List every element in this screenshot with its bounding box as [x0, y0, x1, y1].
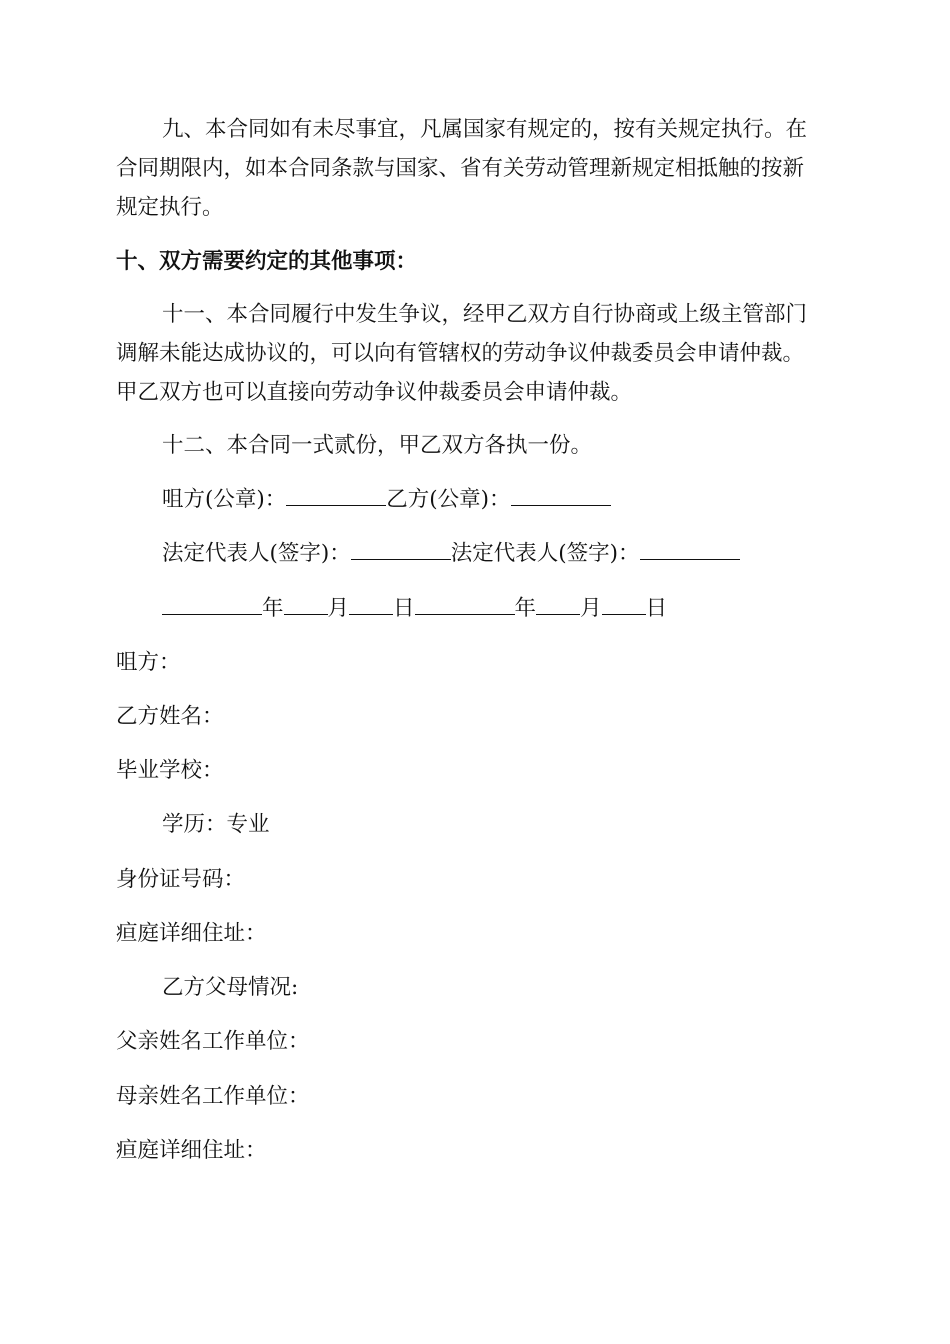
date-b-day-label: 日 [645, 596, 668, 621]
date-b-day-blank [602, 592, 646, 615]
clause-9-line-3 [116, 188, 836, 227]
date-a-month-blank [284, 592, 328, 615]
seal-line [162, 480, 836, 519]
legal-rep-b-label: 法定代表人(签字)： [450, 541, 640, 566]
clause-11-line-1 [162, 295, 836, 334]
legal-rep-line [162, 534, 836, 573]
section-10-heading [116, 242, 836, 281]
party-a-field [116, 643, 836, 682]
date-a-day-label: 日 [393, 596, 415, 621]
party-b-seal-blank [511, 483, 611, 506]
party-b-name-label: 乙方姓名： [116, 704, 224, 729]
party-b-name-field [116, 697, 836, 736]
parents-info-label: 乙方父母情况: [162, 975, 299, 1000]
clause-9-text-3: 规定执行。 [116, 195, 224, 220]
party-a-seal-blank [286, 483, 386, 506]
legal-rep-a-label: 法定代表人(签字)： [162, 541, 351, 566]
section-10-heading-text: 十、双方需要约定的其他事项： [116, 249, 418, 274]
party-b-seal-label: 乙方(公章)： [386, 487, 511, 512]
school-label: 毕业学校： [116, 758, 224, 783]
home-address-2-label: 疸庭详细住址： [116, 1138, 267, 1163]
date-a-day-blank [349, 592, 393, 615]
father-label: 父亲姓名工作单位： [116, 1029, 310, 1054]
clause-11-text-1: 十一、本合同履行中发生争议，经甲乙双方自行协商或上级主管部门 [162, 302, 808, 327]
school-field [116, 751, 836, 790]
date-b-year-blank [415, 592, 515, 615]
party-a-label: 咀方： [116, 650, 181, 675]
date-line [162, 589, 836, 628]
date-b-month-label: 月 [580, 596, 602, 621]
education-field [162, 805, 836, 844]
mother-field [116, 1077, 836, 1116]
id-number-field [116, 860, 836, 899]
date-b-year-label: 年 [514, 596, 537, 621]
clause-11-text-2: 调解未能达成协议的，可以向有管辖权的劳动争议仲裁委员会申请仲裁。 [116, 341, 805, 366]
date-a-month-label: 月 [327, 596, 350, 621]
home-address-2-field [116, 1131, 836, 1170]
legal-rep-a-blank [351, 537, 451, 560]
legal-rep-b-blank [640, 537, 740, 560]
father-field [116, 1022, 836, 1061]
date-a-year-label: 年 [262, 596, 284, 621]
party-a-seal-label: 咀方(公章)： [162, 487, 287, 512]
clause-9-line-1 [162, 110, 836, 149]
home-address-label: 疸庭详细住址： [116, 921, 267, 946]
parents-info-field [162, 968, 836, 1007]
clause-9-line-2 [116, 149, 836, 188]
education-label: 学历：专业 [162, 812, 270, 837]
clause-12 [162, 426, 836, 465]
clause-9-text-1: 九、本合同如有未尽事宜，凡属国家有规定的，按有关规定执行。在 [162, 117, 808, 142]
clause-12-text: 十二、本合同一式贰份，甲乙双方各执一份。 [162, 433, 593, 458]
id-number-label: 身份证号码： [116, 867, 246, 892]
clause-9-text-2: 合同期限内，如本合同条款与国家、省有关劳动管理新规定相抵触的按新 [116, 156, 805, 181]
clause-11-text-3: 甲乙双方也可以直接向劳动争议仲裁委员会申请仲裁。 [116, 380, 633, 405]
mother-label: 母亲姓名工作单位： [116, 1084, 310, 1109]
home-address-field [116, 914, 836, 953]
clause-11-line-2 [116, 334, 836, 373]
date-a-year-blank [162, 592, 262, 615]
date-b-month-blank [536, 592, 580, 615]
clause-11-line-3 [116, 373, 836, 412]
